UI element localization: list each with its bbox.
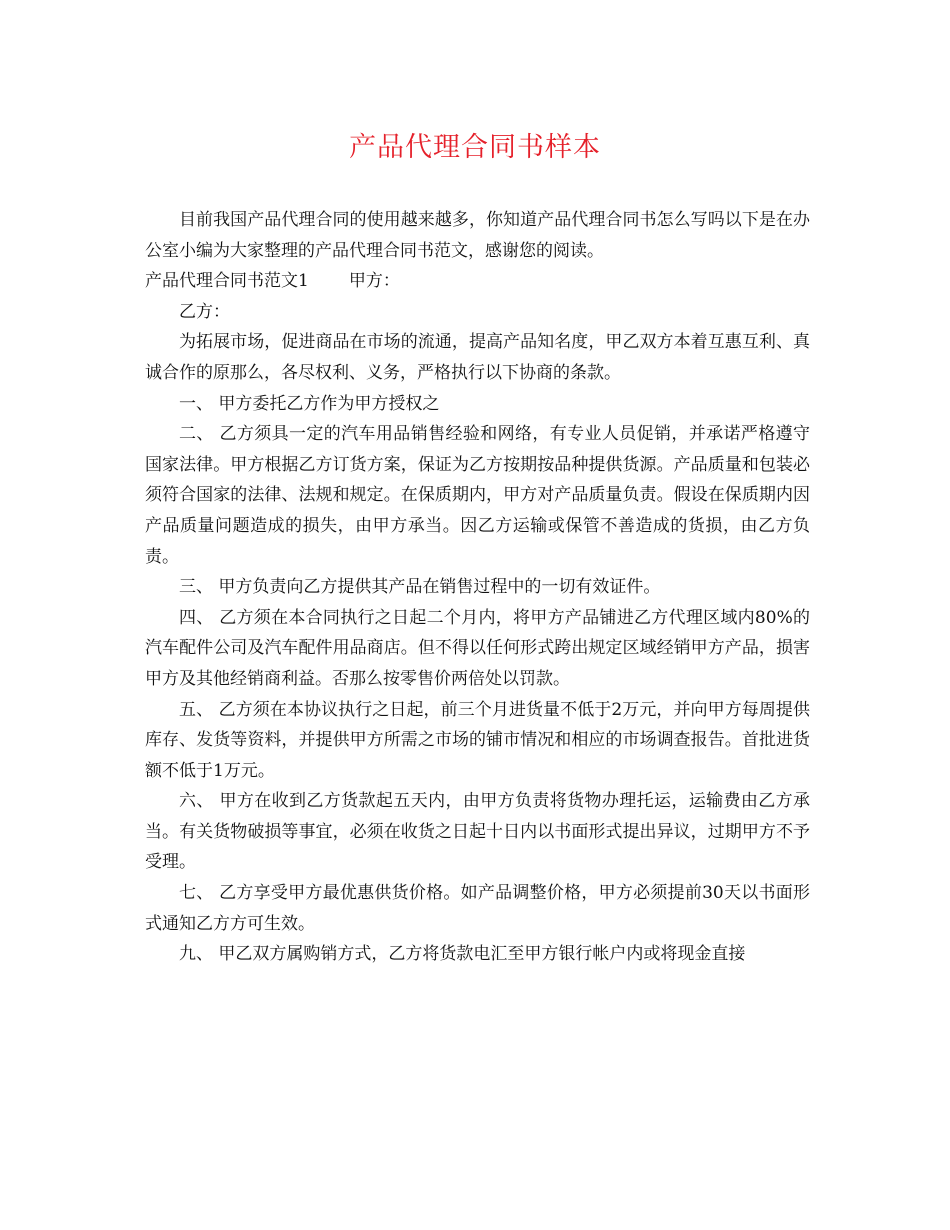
sample-heading: 产品代理合同书范文1	[145, 271, 309, 292]
clause-5: 五、 乙方须在本协议执行之日起，前三个月进货量不低于2万元，并向甲方每周提供库存、发货等资料，并提供甲方所需之市场的铺市情况和相应的市场调查报告。首批进货额不低于1万元。	[145, 699, 810, 781]
clause-9: 九、 甲乙双方属购销方式，乙方将货款电汇至甲方银行帐户内或将现金直接	[179, 944, 746, 965]
clause-4: 四、 乙方须在本合同执行之日起二个月内，将甲方产品铺进乙方代理区域内80%的汽车配件公司及汽车配件用品商店。但不得以任何形式跨出规定区域经销甲方产品，损害甲方及其他经销商利益。否那么按零售价两倍处以罚款。	[145, 607, 810, 689]
document-title: 产品代理合同书样本	[349, 132, 601, 163]
clause-2: 二、 乙方须具一定的汽车用品销售经验和网络，有专业人员促销，并承诺严格遵守国家法律。甲方根据乙方订货方案，保证为乙方按期按品种提供货源。产品质量和包装必须符合国家的法律、法规和规定。在保质期内，甲方对产品质量负责。假设在保质期内因产品质量问题造成的损失，由甲方承当。因乙方运输或保管不善造成的货损，由乙方负责。	[145, 424, 810, 567]
party-a-label: 甲方：	[348, 271, 400, 292]
clause-1: 一、 甲方委托乙方作为甲方授权之	[179, 393, 440, 414]
party-b-label: 乙方：	[179, 301, 230, 322]
clause-3: 三、 甲方负责向乙方提供其产品在销售过程中的一切有效证件。	[179, 577, 661, 598]
intro-paragraph: 目前我国产品代理合同的使用越来越多，你知道产品代理合同书怎么写吗以下是在办公室小编为大家整理的产品代理合同书范文，感谢您的阅读。	[145, 210, 810, 261]
sample-heading-line	[145, 266, 810, 297]
preamble-paragraph: 为拓展市场，促进商品在市场的流通，提高产品知名度，甲乙双方本着互惠互利、真诚合作的原那么，各尽权利、义务，严格执行以下协商的条款。	[145, 332, 810, 383]
clause-7: 七、 乙方享受甲方最优惠供货价格。如产品调整价格，甲方必须提前30天以书面形式通知乙方方可生效。	[145, 883, 810, 934]
document-body	[145, 205, 810, 970]
clause-6: 六、 甲方在收到乙方货款起五天内，由甲方负责将货物办理托运，运输费由乙方承当。有关货物破损等事宜，必须在收货之日起十日内以书面形式提出异议，过期甲方不予受理。	[145, 791, 810, 873]
